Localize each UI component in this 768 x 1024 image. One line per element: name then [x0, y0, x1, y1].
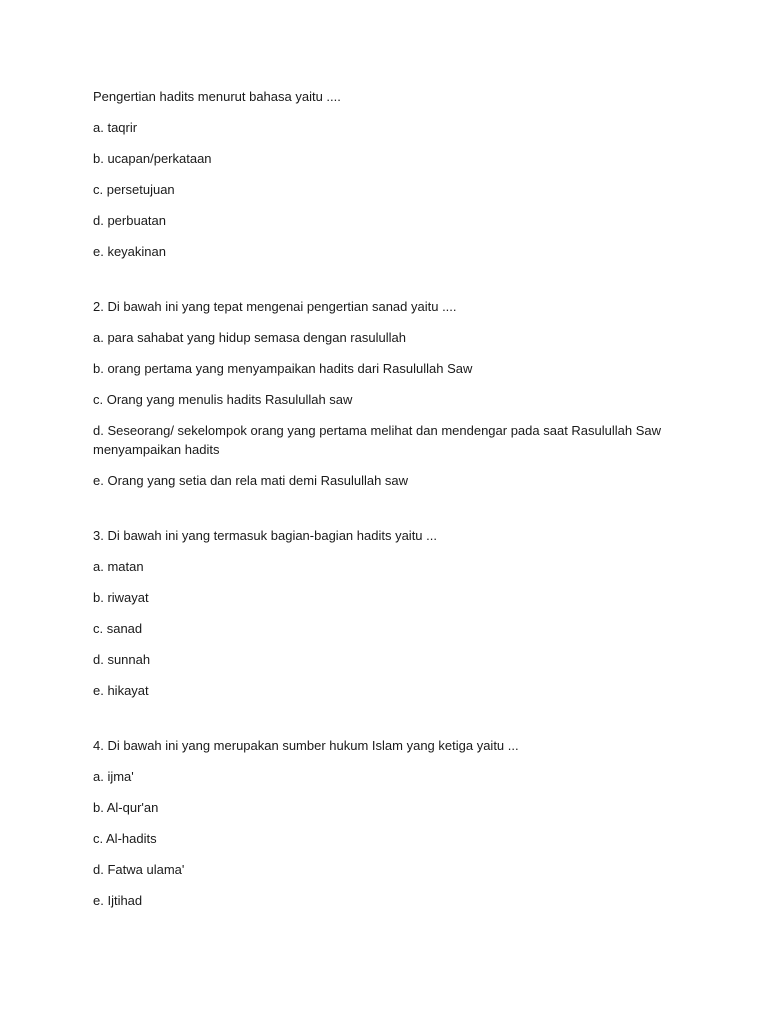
question-2 — [93, 297, 693, 490]
option-b: b. riwayat — [93, 590, 149, 605]
option-a: a. ijma' — [93, 769, 134, 784]
option-d: d. sunnah — [93, 652, 151, 667]
question-4 — [93, 736, 693, 910]
option-d: d. Seseorang/ sekelompok orang yang pertama melihat dan mendengar pada saat Rasulullah Saw menyampaikan hadits — [93, 423, 662, 457]
question-text: 4. Di bawah ini yang merupakan sumber hukum Islam yang ketiga yaitu ... — [93, 738, 519, 753]
option-a: a. taqrir — [93, 120, 138, 135]
option-b: b. ucapan/perkataan — [93, 151, 212, 166]
option-c: c. Al-hadits — [93, 831, 157, 846]
question-text: 3. Di bawah ini yang termasuk bagian-bagian hadits yaitu ... — [93, 528, 437, 543]
option-b: b. Al-qur'an — [93, 800, 159, 815]
option-c: c. sanad — [93, 621, 143, 636]
question-spacer — [93, 273, 693, 297]
option-d: d. Fatwa ulama' — [93, 862, 185, 877]
option-e: e. keyakinan — [93, 244, 166, 259]
question-text: 2. Di bawah ini yang tepat mengenai pengertian sanad yaitu .... — [93, 299, 457, 314]
option-b: b. orang pertama yang menyampaikan hadits dari Rasulullah Saw — [93, 361, 473, 376]
question-3 — [93, 526, 693, 700]
option-e: e. Ijtihad — [93, 893, 143, 908]
question-1 — [93, 87, 693, 261]
option-d: d. perbuatan — [93, 213, 167, 228]
option-e: e. hikayat — [93, 683, 149, 698]
option-c: c. Orang yang menulis hadits Rasulullah saw — [93, 392, 353, 407]
question-spacer — [93, 502, 693, 526]
option-a: a. matan — [93, 559, 144, 574]
option-c: c. persetujuan — [93, 182, 175, 197]
question-spacer — [93, 712, 693, 736]
option-a: a. para sahabat yang hidup semasa dengan rasulullah — [93, 330, 406, 345]
question-text: Pengertian hadits menurut bahasa yaitu .... — [93, 89, 341, 104]
question-list — [93, 87, 693, 922]
option-e: e. Orang yang setia dan rela mati demi Rasulullah saw — [93, 473, 409, 488]
